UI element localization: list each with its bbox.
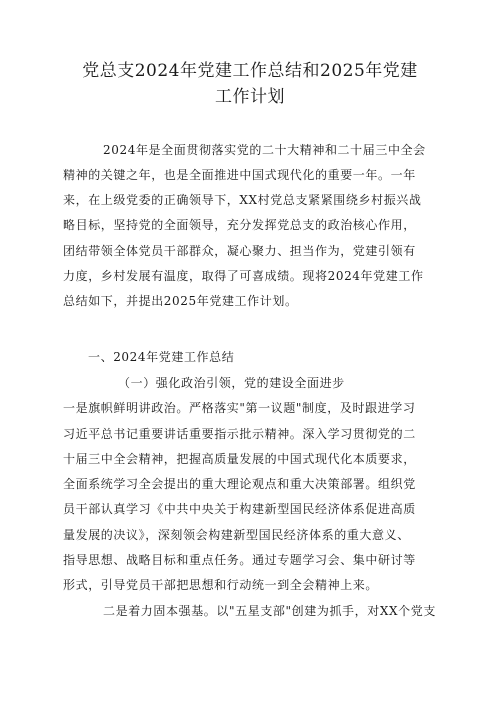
body-paragraph-line: 员干部认真学习《中共中央关于构建新型国民经济体系促进高质 <box>63 502 416 516</box>
body-paragraph-line: 全面系统学习全会提出的重大理论观点和重大决策部署。组织党 <box>63 477 416 491</box>
body-paragraph-line: 习近平总书记重要讲话重要指示批示精神。深入学习贯彻党的二 <box>63 427 416 441</box>
intro-paragraph-line: 精神的关键之年，也是全面推进中国式现代化的重要一年。一年 <box>63 168 416 182</box>
intro-paragraph-line: 略目标，坚持党的全面领导，充分发挥党总支的政治核心作用， <box>63 218 416 232</box>
body-paragraph-line: 一是旗帜鲜明讲政治。严格落实"第一议题"制度，及时跟进学习 <box>63 401 416 415</box>
intro-paragraph-line: 2024年是全面贯彻落实党的二十大精神和二十届三中全会 <box>103 143 426 157</box>
body-paragraph-line: 十届三中全会精神，把握高质量发展的中国式现代化本质要求， <box>63 452 416 466</box>
body-paragraph-line: 二是着力固本强基。以"五星支部"创建为抓手，对XX个党支 <box>103 604 436 618</box>
intro-paragraph-line: 团结带领全体党员干部群众，凝心聚力、担当作为，党建引领有 <box>63 244 416 258</box>
body-paragraph-line: 形式，引导党员干部把思想和行动统一到全会精神上来。 <box>63 578 379 592</box>
intro-paragraph-line: 力度，乡村发展有温度，取得了可喜成绩。现将2024年党建工作 <box>63 269 424 283</box>
body-paragraph-line: 指导思想、战略目标和重点任务。通过专题学习会、集中研讨等 <box>63 553 416 567</box>
intro-paragraph-line: 总结如下，并提出2025年党建工作计划。 <box>63 294 298 308</box>
subsection-heading: （一）强化政治引领，党的建设全面进步 <box>118 376 345 390</box>
section-heading: 一、2024年党建工作总结 <box>88 350 235 364</box>
document-title-line-2: 工作计划 <box>215 87 285 107</box>
body-paragraph-line: 量发展的决议》，深刻领会构建新型国民经济体系的重大意义、 <box>63 528 410 542</box>
document-title-line-1: 党总支2024年党建工作总结和2025年党建 <box>82 61 418 81</box>
intro-paragraph-line: 来，在上级党委的正确领导下，XX村党总支紧紧围绕乡村振兴战 <box>63 193 422 207</box>
